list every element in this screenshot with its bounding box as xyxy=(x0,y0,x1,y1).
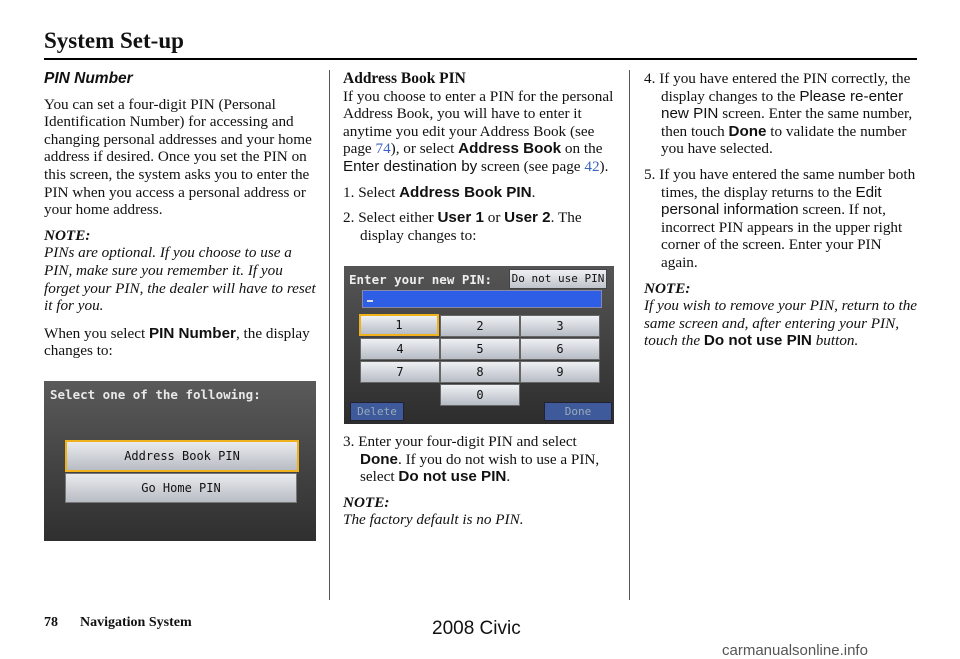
delete-button[interactable]: Delete xyxy=(350,402,404,421)
text-run: screen. Enter the same number, then touch xyxy=(661,105,913,140)
keypad-key-7[interactable]: 7 xyxy=(360,361,440,383)
note-text: PINs are optional. If you choose to use a PIN, make sure you remember it. If you forget your PIN, the dealer will have to reset it for you. xyxy=(44,244,316,315)
text-run: If you wish to remove your PIN, return to the same screen and, after entering your PIN, touch the xyxy=(644,297,918,350)
text-run: or xyxy=(483,209,505,227)
section-heading-pin-number: PIN Number xyxy=(44,70,133,87)
note-text xyxy=(644,297,920,350)
text-cursor xyxy=(367,300,373,302)
text-run: on the xyxy=(561,140,603,158)
text-run: 1. Select xyxy=(343,183,400,201)
ui-term: Edit personal information xyxy=(661,183,882,219)
pin-entry-field[interactable] xyxy=(362,290,602,308)
text-run: 4. If you have entered the PIN correctly, the display changes to the xyxy=(644,70,911,105)
text-run: 3. Enter your four-digit PIN and select xyxy=(343,433,577,450)
keypad-key-0[interactable]: 0 xyxy=(440,384,520,406)
column-3 xyxy=(644,70,920,360)
screen-title: Enter your new PIN: xyxy=(349,272,492,287)
text-run: 5. If you have entered the same number both times, the display returns to the xyxy=(644,165,916,201)
text-run: . If you do not wish to use a PIN, select xyxy=(360,450,600,486)
model-watermark: 2008 Civic xyxy=(432,618,521,639)
address-book-paragraph xyxy=(343,88,618,176)
column-2-lower xyxy=(343,433,618,539)
ui-term: User 2 xyxy=(504,209,551,227)
done-button[interactable]: Done xyxy=(544,402,612,421)
text-run: screen. If not, incorrect PIN appears in the upper right corner of the screen. Enter your PIN again. xyxy=(661,201,903,271)
text-run: ). xyxy=(599,157,609,175)
text-run: screen (see page xyxy=(477,157,585,175)
keypad-key-1[interactable]: 1 xyxy=(359,314,439,336)
note-title: NOTE: xyxy=(44,226,91,244)
column-divider-2 xyxy=(629,70,630,600)
keypad-key-8[interactable]: 8 xyxy=(440,361,520,383)
header-rule xyxy=(44,58,917,60)
text-run: , the display changes to: xyxy=(44,324,310,360)
text-run: to validate the number you have selected. xyxy=(661,122,907,158)
ui-term: User 1 xyxy=(437,209,484,227)
text-run: . xyxy=(506,468,511,486)
step-3 xyxy=(343,433,618,486)
text-run: 2. Select either xyxy=(343,209,438,227)
page-link-74[interactable]: 74 xyxy=(375,140,391,158)
note-title: NOTE: xyxy=(343,493,390,511)
footer-title: Navigation System xyxy=(80,615,192,630)
ui-term: Done xyxy=(728,122,767,140)
keypad-key-9[interactable]: 9 xyxy=(520,361,600,383)
text-run: . The display changes to: xyxy=(360,209,582,244)
step-2 xyxy=(343,209,618,244)
step-5 xyxy=(644,166,920,272)
section-heading-address-book-pin: Address Book PIN xyxy=(343,70,466,87)
ui-term: Do not use PIN xyxy=(703,332,812,350)
nav-screen-select-pin-type xyxy=(44,381,316,541)
text-run: button. xyxy=(811,332,859,350)
note-title: NOTE: xyxy=(644,279,691,297)
text-run: When you select xyxy=(44,324,150,342)
column-1 xyxy=(44,70,316,368)
step-1 xyxy=(343,184,618,202)
text-run: ), or select xyxy=(390,140,459,158)
keypad-key-2[interactable]: 2 xyxy=(440,315,520,337)
keypad-key-6[interactable]: 6 xyxy=(520,338,600,360)
site-watermark: carmanualsonline.info xyxy=(722,642,868,659)
text-run: If you choose to enter a PIN for the personal Address Book, you will have to enter it anytime you edit your Address Book (see page xyxy=(343,87,614,158)
do-not-use-pin-button[interactable]: Do not use PIN xyxy=(509,269,607,289)
ui-term: Address Book PIN xyxy=(399,183,532,201)
step-4 xyxy=(644,70,920,158)
ui-term: Do not use PIN xyxy=(398,468,507,486)
keypad-key-5[interactable]: 5 xyxy=(440,338,520,360)
page-title: System Set-up xyxy=(44,28,184,53)
ui-term: Address Book xyxy=(458,140,562,158)
page-link-42[interactable]: 42 xyxy=(584,157,600,175)
address-book-pin-button[interactable]: Address Book PIN xyxy=(65,440,299,472)
ui-term: Done xyxy=(360,450,398,468)
nav-screen-enter-pin xyxy=(344,266,614,424)
go-home-pin-button[interactable]: Go Home PIN xyxy=(65,473,297,503)
ui-term: Enter destination by xyxy=(343,157,478,175)
column-divider-1 xyxy=(329,70,330,600)
column-2 xyxy=(343,70,618,252)
ui-term: PIN Number xyxy=(149,324,236,342)
keypad-key-3[interactable]: 3 xyxy=(520,315,600,337)
ui-term: Please re-enter new PIN xyxy=(661,87,904,123)
display-change-paragraph xyxy=(44,325,316,360)
text-run: . xyxy=(531,183,536,201)
page-number: 78 xyxy=(44,615,58,630)
note-text: The factory default is no PIN. xyxy=(343,511,524,529)
keypad-key-4[interactable]: 4 xyxy=(360,338,440,360)
screen-title: Select one of the following: xyxy=(50,387,261,402)
intro-paragraph: You can set a four-digit PIN (Personal Identification Number) for accessing and changing personal addresses and your home address if desired. Once you set the PIN on this screen, the system asks you to enter the PIN when you access a personal address or your home address. xyxy=(44,95,312,219)
